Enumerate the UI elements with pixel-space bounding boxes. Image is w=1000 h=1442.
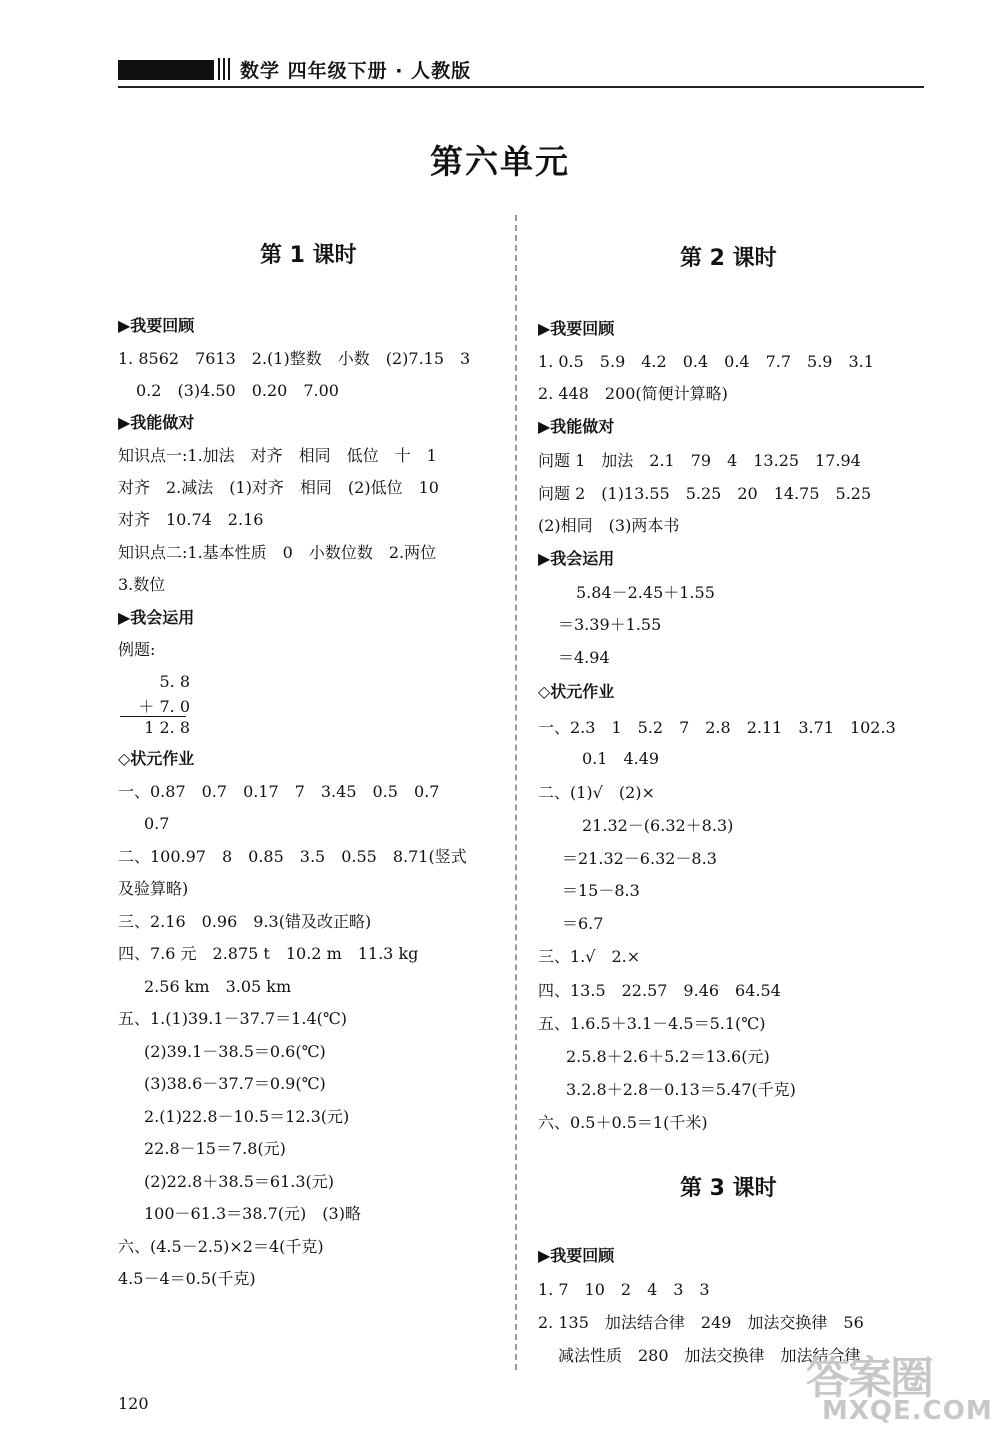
section-heading: ▶我要回顾: [538, 319, 615, 338]
answer-line: (3)38.6－37.7＝0.9(℃): [144, 1074, 326, 1093]
answer-line: 六、(4.5－2.5)×2＝4(千克): [118, 1237, 324, 1256]
answer-line: 例题:: [118, 640, 156, 659]
page-number: 120: [118, 1394, 149, 1413]
lesson-1-title: 第 1 课时: [260, 243, 357, 268]
answer-line: 二、100.97 8 0.85 3.5 0.55 8.71(竖式: [118, 847, 467, 866]
answer-line: 问题 2 (1)13.55 5.25 20 14.75 5.25: [538, 484, 872, 503]
section-heading: ▶我要回顾: [538, 1246, 615, 1265]
answer-line: 5.84－2.45＋1.55: [576, 583, 715, 602]
answer-line: 四、13.5 22.57 9.46 64.54: [538, 981, 781, 1000]
answer-line: 21.32－(6.32＋8.3): [582, 816, 734, 835]
answer-line: 0.2 (3)4.50 0.20 7.00: [136, 381, 339, 400]
section-heading: ▶我能做对: [538, 417, 615, 436]
watermark-logo: [796, 1338, 996, 1438]
answer-line: 22.8－15＝7.8(元): [144, 1139, 286, 1158]
addend-bottom: ＋ 7. 0: [138, 697, 190, 716]
header-title: 数学 四年级下册 · 人教版: [240, 60, 472, 82]
answer-line: 六、0.5＋0.5＝1(千米): [538, 1113, 708, 1132]
section-heading: ▶我会运用: [118, 608, 195, 627]
section-heading: ◇状元作业: [538, 682, 615, 701]
page-header: [0, 0, 1000, 100]
lesson-3-title: 第 3 课时: [680, 1176, 777, 1201]
answer-line: 问题 1 加法 2.1 79 4 13.25 17.94: [538, 451, 861, 470]
section-heading: ▶我会运用: [538, 549, 615, 568]
section-heading: ◇状元作业: [118, 749, 195, 768]
answer-line: 减法性质 280 加法交换律 加法结合律: [558, 1346, 861, 1365]
answer-line: 3.2.8＋2.8－0.13＝5.47(千克): [566, 1080, 796, 1099]
answer-line: 一、2.3 1 5.2 7 2.8 2.11 3.71 102.3: [538, 718, 896, 737]
header-rule: [118, 86, 924, 88]
answer-line: ＝15－8.3: [562, 881, 640, 900]
answer-line: 一、0.87 0.7 0.17 7 3.45 0.5 0.7: [118, 782, 440, 801]
column-divider: [515, 215, 517, 1370]
addend-top: 5. 8: [159, 672, 190, 691]
answer-line: ＝4.94: [558, 648, 610, 667]
header-black-bar: [118, 60, 214, 80]
answer-line: 对齐 2.减法 (1)对齐 相同 (2)低位 10: [118, 478, 439, 497]
answer-line: 0.1 4.49: [582, 749, 660, 768]
section-heading: ▶我能做对: [118, 413, 195, 432]
watermark-url: MXQE.COM: [822, 1396, 993, 1426]
sum-result: 1 2. 8: [144, 718, 190, 737]
answer-line: 三、1.√ 2.×: [538, 947, 641, 966]
answer-line: 2. 448 200(简便计算略): [538, 384, 728, 403]
answer-line: ＝6.7: [562, 914, 604, 933]
answer-line: 知识点一:1.加法 对齐 相同 低位 十 1: [118, 446, 437, 465]
answer-line: 2.56 km 3.05 km: [144, 977, 292, 996]
section-heading: ▶我要回顾: [118, 316, 195, 335]
answer-line: 五、1.(1)39.1－37.7＝1.4(℃): [118, 1009, 348, 1028]
answer-line: 对齐 10.74 2.16: [118, 510, 264, 529]
header-stripes: [218, 58, 232, 80]
answer-line: 四、7.6 元 2.875 t 10.2 m 11.3 kg: [118, 944, 419, 963]
answer-line: (2)22.8＋38.5＝61.3(元): [144, 1172, 335, 1191]
answer-line: 1. 7 10 2 4 3 3: [538, 1280, 710, 1299]
answer-line: ＝3.39＋1.55: [558, 615, 662, 634]
answer-line: 二、(1)√ (2)×: [538, 783, 655, 802]
answer-line: 3.数位: [118, 575, 166, 594]
answer-line: 五、1.6.5＋3.1－4.5＝5.1(℃): [538, 1014, 766, 1033]
answer-line: 三、2.16 0.96 9.3(错及改正略): [118, 912, 372, 931]
answer-line: (2)39.1－38.5＝0.6(℃): [144, 1042, 326, 1061]
answer-line: 2.5.8＋2.6＋5.2＝13.6(元): [566, 1047, 770, 1066]
lesson-2-title: 第 2 课时: [680, 246, 777, 271]
answer-line: 1. 8562 7613 2.(1)整数 小数 (2)7.15 3: [118, 349, 471, 368]
sum-rule: [120, 716, 186, 717]
answer-line: 1. 0.5 5.9 4.2 0.4 0.4 7.7 5.9 3.1: [538, 352, 874, 371]
answer-line: 及验算略): [118, 879, 189, 898]
unit-title: 第六单元: [430, 142, 570, 181]
answer-line: 0.7: [144, 814, 170, 833]
answer-line: 知识点二:1.基本性质 0 小数位数 2.两位: [118, 543, 437, 562]
answer-line: 2. 135 加法结合律 249 加法交换律 56: [538, 1313, 864, 1332]
watermark-text: 答案圈: [806, 1353, 932, 1404]
answer-line: 100－61.3＝38.7(元) (3)略: [144, 1204, 361, 1223]
answer-line: 2.(1)22.8－10.5＝12.3(元): [144, 1107, 350, 1126]
answer-line: (2)相同 (3)两本书: [538, 516, 680, 535]
answer-line: ＝21.32－6.32－8.3: [562, 849, 717, 868]
answer-line: 4.5－4＝0.5(千克): [118, 1269, 256, 1288]
